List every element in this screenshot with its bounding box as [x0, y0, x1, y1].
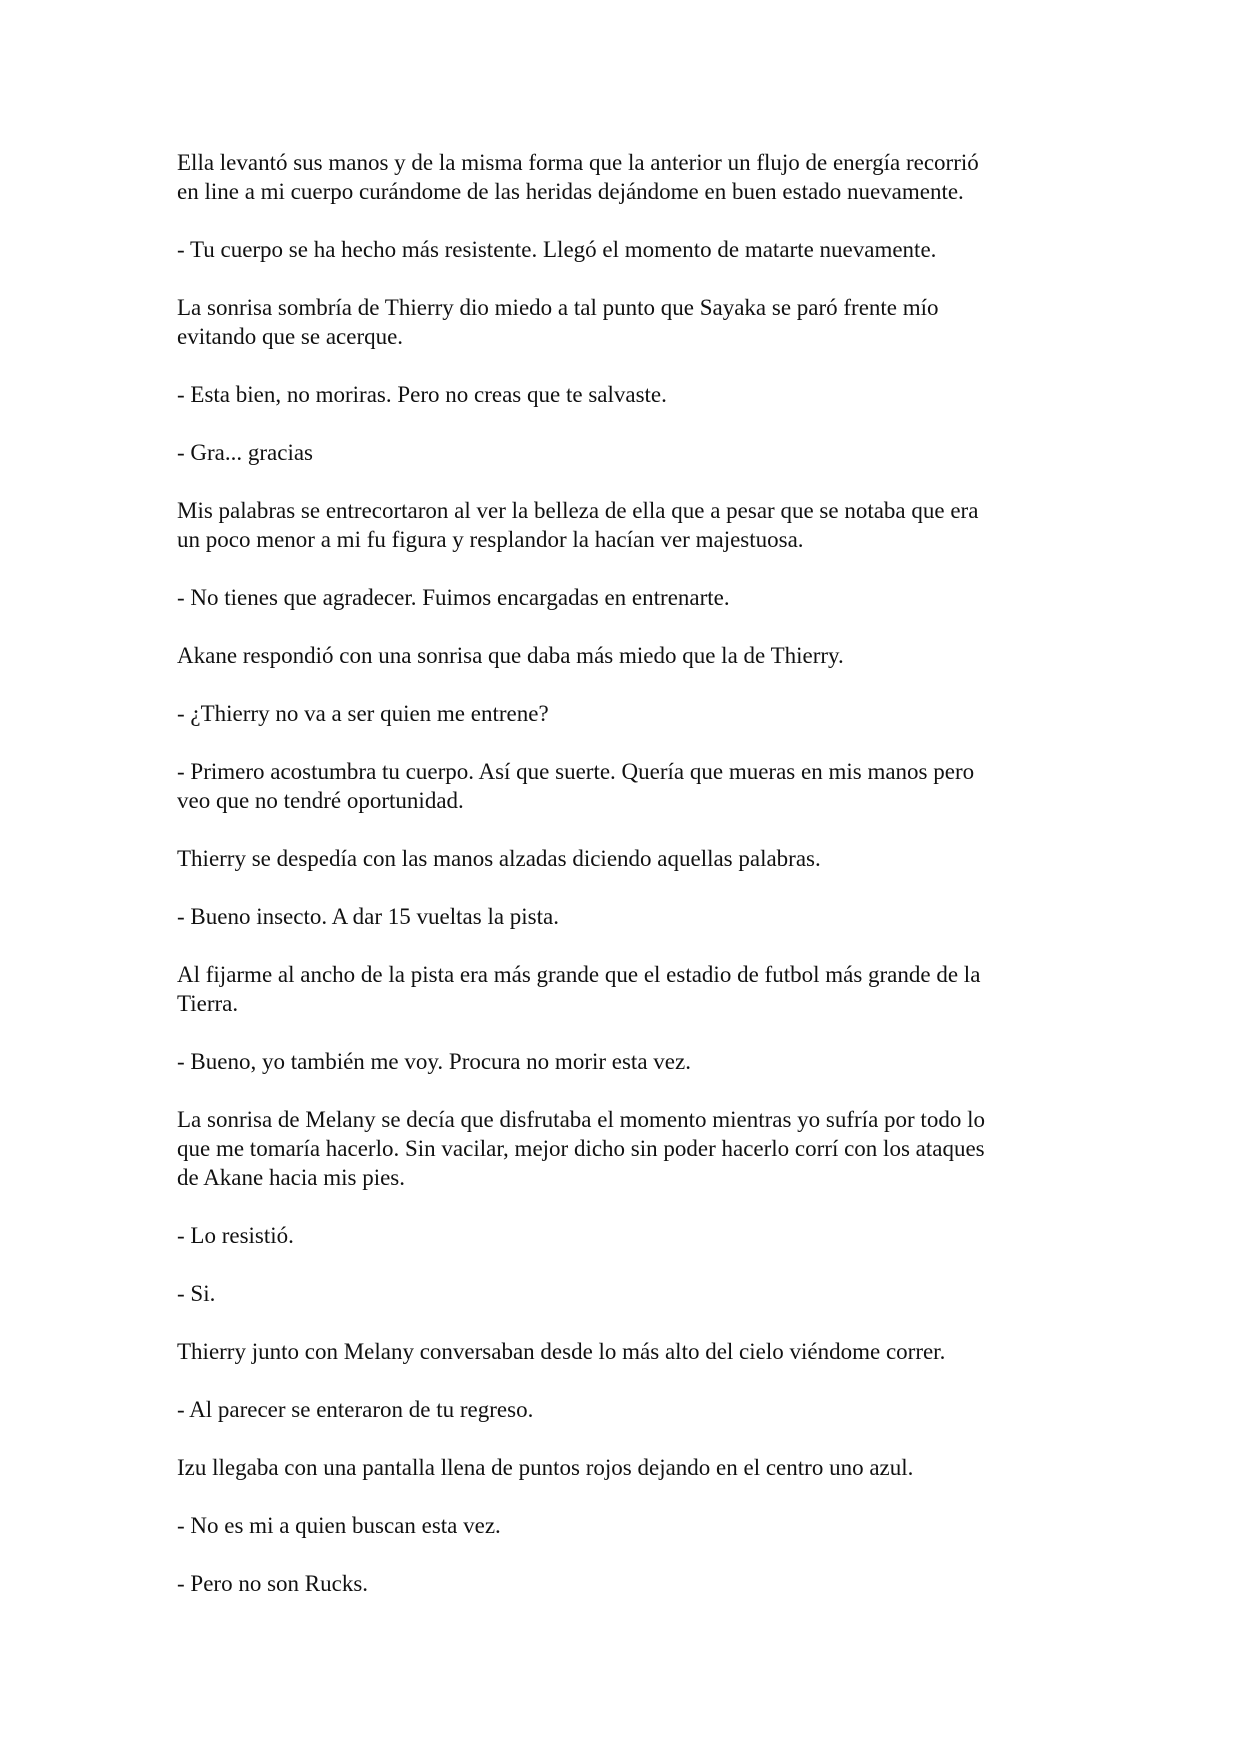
text-line: Tierra. [177, 991, 239, 1016]
paragraph [177, 148, 1070, 206]
paragraph [177, 1569, 1070, 1598]
text-line: La sonrisa de Melany se decía que disfrutaba el momento mientras yo sufría por todo lo [177, 1107, 985, 1132]
text-line: Akane respondió con una sonrisa que daba más miedo que la de Thierry. [177, 643, 844, 668]
paragraph [177, 583, 1070, 612]
text-line: - Gra... gracias [177, 440, 314, 465]
text-line: evitando que se acerque. [177, 324, 404, 349]
paragraph [177, 1279, 1070, 1308]
paragraph [177, 641, 1070, 670]
text-line: - Primero acostumbra tu cuerpo. Así que suerte. Quería que mueras en mis manos pero [177, 759, 975, 784]
paragraph [177, 960, 1070, 1018]
text-line: Thierry se despedía con las manos alzadas diciendo aquellas palabras. [177, 846, 821, 871]
text-line: Ella levantó sus manos y de la misma forma que la anterior un flujo de energía recorrió [177, 150, 979, 175]
paragraph [177, 293, 1070, 351]
paragraph [177, 902, 1070, 931]
paragraph [177, 380, 1070, 409]
text-line: - Si. [177, 1281, 216, 1306]
paragraph [177, 1221, 1070, 1250]
document-page [177, 148, 1070, 1627]
text-line: - Pero no son Rucks. [177, 1571, 369, 1596]
text-line: Mis palabras se entrecortaron al ver la belleza de ella que a pesar que se notaba que era [177, 498, 979, 523]
text-line: - Bueno insecto. A dar 15 vueltas la pista. [177, 904, 559, 929]
paragraph [177, 438, 1070, 467]
paragraph [177, 1047, 1070, 1076]
paragraph [177, 844, 1070, 873]
text-line: Izu llegaba con una pantalla llena de puntos rojos dejando en el centro uno azul. [177, 1455, 914, 1480]
text-line: de Akane hacia mis pies. [177, 1165, 406, 1190]
text-line: - Tu cuerpo se ha hecho más resistente. Llegó el momento de matarte nuevamente. [177, 237, 937, 262]
paragraph [177, 1105, 1070, 1192]
text-line: en line a mi cuerpo curándome de las heridas dejándome en buen estado nuevamente. [177, 179, 964, 204]
text-line: Thierry junto con Melany conversaban desde lo más alto del cielo viéndome correr. [177, 1339, 946, 1364]
text-line: veo que no tendré oportunidad. [177, 788, 464, 813]
paragraph [177, 757, 1070, 815]
paragraph [177, 235, 1070, 264]
text-line: que me tomaría hacerlo. Sin vacilar, mejor dicho sin poder hacerlo corrí con los ataques [177, 1136, 985, 1161]
text-line: - Lo resistió. [177, 1223, 294, 1248]
text-line: - ¿Thierry no va a ser quien me entrene? [177, 701, 549, 726]
text-line: La sonrisa sombría de Thierry dio miedo a tal punto que Sayaka se paró frente mío [177, 295, 939, 320]
text-line: - Al parecer se enteraron de tu regreso. [177, 1397, 534, 1422]
text-line: un poco menor a mi fu figura y resplandor la hacían ver majestuosa. [177, 527, 804, 552]
paragraph [177, 1511, 1070, 1540]
text-line: - No tienes que agradecer. Fuimos encargadas en entrenarte. [177, 585, 730, 610]
paragraph [177, 1395, 1070, 1424]
paragraph [177, 1337, 1070, 1366]
text-line: - No es mi a quien buscan esta vez. [177, 1513, 501, 1538]
text-line: - Esta bien, no moriras. Pero no creas que te salvaste. [177, 382, 667, 407]
text-line: - Bueno, yo también me voy. Procura no morir esta vez. [177, 1049, 691, 1074]
paragraph [177, 699, 1070, 728]
paragraph [177, 1453, 1070, 1482]
paragraph [177, 496, 1070, 554]
text-line: Al fijarme al ancho de la pista era más grande que el estadio de futbol más grande de la [177, 962, 981, 987]
